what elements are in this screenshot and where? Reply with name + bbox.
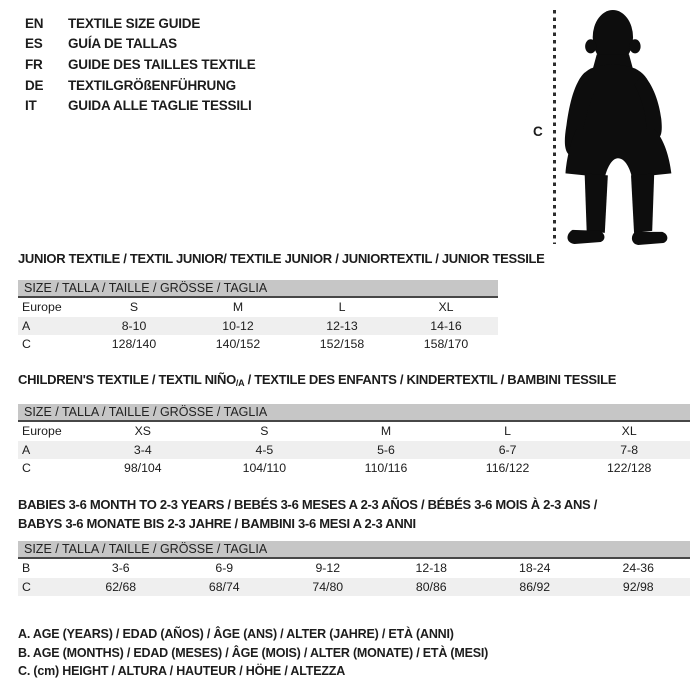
- section-heading-junior: JUNIOR TEXTILE / TEXTIL JUNIOR/ TEXTILE JUNIOR / JUNIORTEXTIL / JUNIOR TESSILE: [18, 251, 545, 266]
- legend-line-a: A. AGE (YEARS) / EDAD (AÑOS) / ÂGE (ANS) / ALTER (JAHRE) / ETÀ (ANNI): [18, 627, 454, 641]
- section-heading-babies: [18, 496, 597, 533]
- children-size-table: [18, 404, 690, 478]
- table-cell: 4-5: [255, 442, 274, 457]
- table-cell: 3-6: [111, 561, 130, 576]
- table-cell: 9-12: [315, 561, 341, 576]
- table-cell: S: [129, 300, 139, 315]
- language-title: GUIDE DES TAILLES TEXTILE: [68, 56, 256, 72]
- table-cell: 104/110: [242, 461, 287, 476]
- table-cell: 158/170: [423, 337, 469, 352]
- table-cell: 18-24: [519, 561, 551, 576]
- heading-text: / TEXTILE DES ENFANTS / KINDERTEXTIL / BAMBINI TESSILE: [244, 372, 617, 387]
- table-row-europe: [18, 422, 690, 441]
- table-cell: 3-4: [133, 442, 152, 457]
- table-row-height: [18, 578, 690, 597]
- table-cell: S: [260, 424, 269, 439]
- language-row-en: [25, 13, 256, 34]
- table-cell: 6-7: [498, 442, 517, 457]
- height-dotted-line: [553, 10, 556, 244]
- language-title: GUIDA ALLE TAGLIE TESSILI: [68, 98, 252, 114]
- table-cell: XL: [621, 424, 637, 439]
- table-cell: XL: [438, 300, 454, 315]
- table-cell: 7-8: [620, 442, 639, 457]
- table-cell: 12-18: [415, 561, 447, 576]
- table-cell: M: [232, 300, 244, 315]
- row-label: C: [22, 337, 31, 352]
- language-row-it: [25, 95, 256, 116]
- language-code: ES: [25, 36, 43, 52]
- table-cell: M: [380, 424, 392, 439]
- table-cell: 152/158: [319, 337, 365, 352]
- row-label: C: [22, 461, 31, 476]
- measure-legend: [18, 627, 488, 683]
- language-row-es: [25, 34, 256, 55]
- table-cell: L: [504, 424, 511, 439]
- table-row-age: [18, 441, 690, 460]
- row-label: Europe: [22, 300, 62, 315]
- table-cell: 12-13: [326, 318, 358, 333]
- language-code: DE: [25, 77, 44, 93]
- row-label: A: [22, 318, 31, 333]
- language-code: FR: [25, 56, 43, 72]
- table-cell: 24-36: [622, 561, 654, 576]
- table-cell: 6-9: [215, 561, 234, 576]
- junior-size-table: [18, 280, 498, 354]
- table-cell: L: [338, 300, 346, 315]
- table-cell: 5-6: [377, 442, 395, 457]
- table-cell: 122/128: [606, 461, 652, 476]
- table-cell: 68/74: [208, 579, 240, 594]
- row-label: C: [22, 579, 31, 594]
- table-row-months: [18, 559, 690, 578]
- table-row-height: [18, 459, 690, 478]
- babies-size-table: [18, 541, 690, 596]
- legend-line-b: B. AGE (MONTHS) / EDAD (MESES) / ÂGE (MOIS) / ALTER (MONATE) / ETÀ (MESI): [18, 645, 489, 660]
- size-header-row: SIZE / TALLA / TAILLE / GRÖSSE / TAGLIA: [18, 280, 498, 298]
- table-cell: 128/140: [111, 337, 157, 352]
- table-cell: 74/80: [312, 579, 344, 594]
- table-cell: 62/68: [105, 579, 137, 594]
- table-row-height: [18, 335, 498, 354]
- table-cell: 92/98: [622, 579, 654, 594]
- language-code: IT: [25, 98, 37, 114]
- language-title: GUÍA DE TALLAS: [68, 36, 177, 52]
- table-cell: 10-12: [222, 318, 254, 333]
- section-heading-children: [18, 372, 616, 388]
- table-cell: XS: [134, 424, 151, 439]
- table-row-age: [18, 317, 498, 336]
- language-row-fr: [25, 54, 256, 75]
- legend-line-c: C. (cm) HEIGHT / ALTURA / HAUTEUR / HÖHE / ALTEZZA: [18, 664, 346, 678]
- table-cell: 14-16: [430, 318, 462, 333]
- height-measure-label: C: [533, 124, 543, 139]
- language-title: TEXTILGRÖßENFÜHRUNG: [68, 77, 236, 93]
- table-row-europe: [18, 298, 498, 317]
- row-label: Europe: [22, 424, 62, 439]
- language-row-de: [25, 75, 256, 96]
- language-code: EN: [25, 15, 44, 31]
- row-label: B: [22, 561, 31, 576]
- heading-line-2: BABYS 3-6 MONATE BIS 2-3 JAHRE / BAMBINI 3-6 MESI A 2-3 ANNI: [18, 515, 416, 531]
- size-header-row: SIZE / TALLA / TAILLE / GRÖSSE / TAGLIA: [18, 404, 690, 422]
- size-header-row: SIZE / TALLA / TAILLE / GRÖSSE / TAGLIA: [18, 541, 690, 559]
- table-cell: 8-10: [121, 318, 147, 333]
- heading-text: CHILDREN'S TEXTILE / TEXTIL NIÑO: [18, 372, 236, 387]
- table-cell: 98/104: [123, 461, 162, 476]
- heading-line-1: BABIES 3-6 MONTH TO 2-3 YEARS / BEBÉS 3-6 MESES A 2-3 AÑOS / BÉBÉS 3-6 MOIS À 2-3 ANS /: [18, 497, 598, 512]
- table-cell: 116/122: [485, 461, 530, 476]
- language-title: TEXTILE SIZE GUIDE: [68, 15, 201, 31]
- language-list: [25, 13, 256, 116]
- toddler-silhouette: [562, 6, 694, 248]
- table-cell: 86/92: [519, 579, 551, 594]
- row-label: A: [22, 442, 31, 457]
- table-cell: 140/152: [215, 337, 261, 352]
- table-cell: 110/116: [364, 461, 408, 476]
- heading-subscript: /A: [235, 378, 245, 388]
- table-cell: 80/86: [415, 579, 447, 594]
